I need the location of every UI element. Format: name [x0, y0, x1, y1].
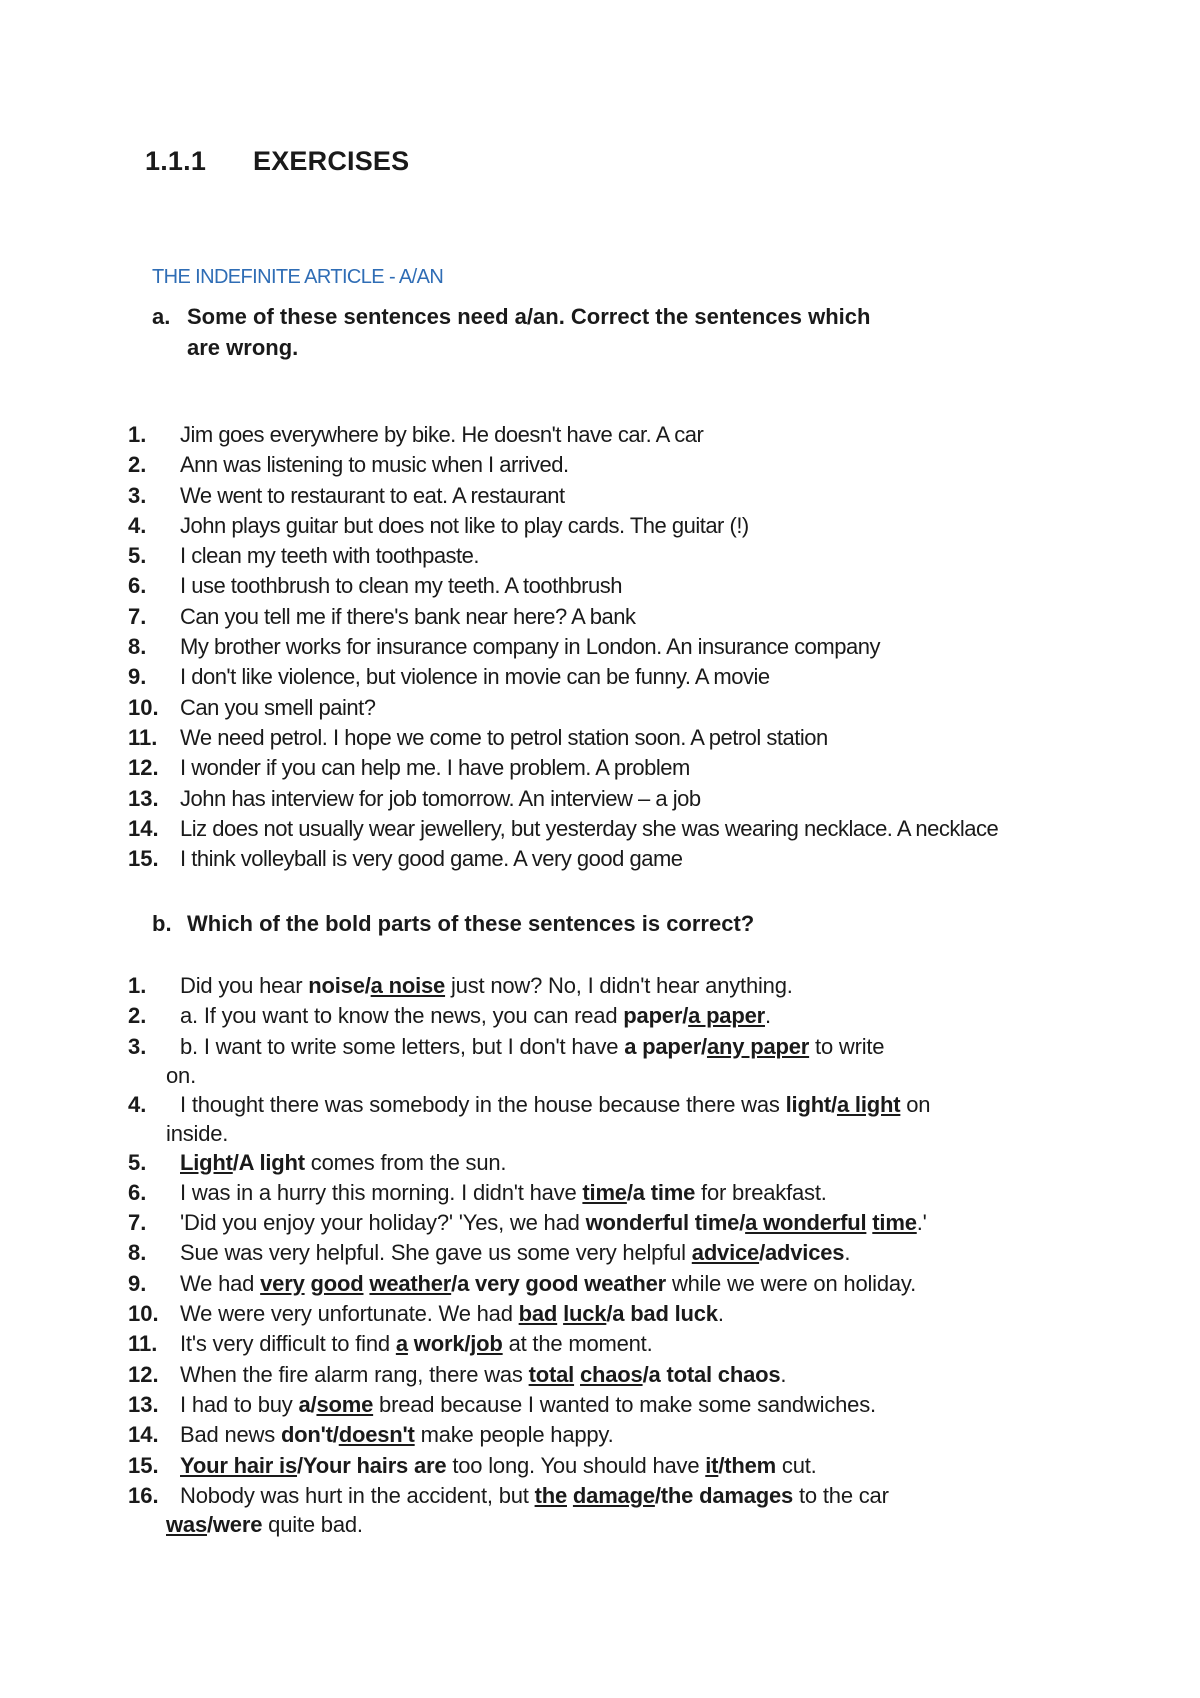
- item-number: 2.: [128, 1003, 147, 1029]
- item-number: 9.: [128, 664, 147, 690]
- item-text: Can you tell me if there's bank near here? A bank: [180, 603, 636, 629]
- item-text: [180, 1092, 930, 1117]
- exercise-b-item: [128, 1329, 930, 1359]
- item-number: 1.: [128, 422, 147, 447]
- option-correct: was: [166, 1511, 207, 1537]
- exercise-b-item: [128, 1390, 930, 1420]
- heading-number: 1.1.1: [145, 146, 207, 176]
- item-text: I clean my teeth with toothpaste.: [180, 543, 480, 569]
- sentence-text: Did you hear: [180, 973, 309, 998]
- sentence-text: .: [717, 1301, 724, 1327]
- option-bold: /the damages: [654, 1482, 794, 1508]
- option-correct: advice: [691, 1240, 760, 1266]
- sentence-text: Nobody was hurt in the accident, but: [180, 1482, 535, 1508]
- item-text: Liz does not usually wear jewellery, but yesterday she was wearing necklace. A necklace: [180, 815, 999, 841]
- item-number: 10.: [128, 1301, 159, 1327]
- exercise-b-item: [128, 971, 930, 1001]
- option-correct: a light: [836, 1091, 901, 1117]
- item-number: 3.: [128, 1033, 147, 1059]
- item-number: 15.: [128, 1452, 159, 1478]
- item-text: [180, 1362, 786, 1387]
- option-correct: time: [872, 1210, 917, 1236]
- sentence-text: to write: [809, 1033, 885, 1059]
- item-number: 13.: [128, 785, 159, 811]
- option-bold: light/: [785, 1091, 837, 1117]
- item-number: 10.: [128, 694, 159, 720]
- sentence-text: a. If you want to know the news, you can read: [180, 1003, 624, 1029]
- sentence-text: I was in a hurry this morning. I didn't have: [180, 1179, 583, 1205]
- item-number: 7.: [128, 603, 147, 629]
- option-correct: some: [316, 1391, 374, 1417]
- item-number: 9.: [128, 1270, 147, 1296]
- option-correct: Light: [180, 1149, 233, 1175]
- option-correct: any paper: [706, 1033, 810, 1059]
- option-bold: a/: [298, 1391, 317, 1417]
- exercise-a-item: [128, 632, 998, 662]
- exercise-a-item: [128, 784, 998, 814]
- heading-title: EXERCISES: [253, 146, 410, 176]
- item-text: [180, 1003, 771, 1028]
- section-b-instruction: [152, 908, 907, 939]
- option-correct: damage: [572, 1482, 655, 1508]
- item-number: 12.: [128, 755, 159, 781]
- sentence-text: cut.: [776, 1452, 817, 1478]
- option-bold: /a very good weather: [451, 1270, 667, 1296]
- item-text: [180, 1240, 850, 1265]
- exercise-a-item: [128, 450, 998, 480]
- sentence-text: make people happy.: [414, 1422, 614, 1448]
- option-correct: it: [705, 1452, 719, 1478]
- exercise-a-item: [128, 541, 998, 571]
- item-text: Can you smell paint?: [180, 694, 376, 720]
- item-text: I think volleyball is very good game. A very good game: [180, 846, 683, 872]
- sentence-text: inside.: [166, 1120, 229, 1146]
- item-text-continued: [166, 1119, 228, 1149]
- exercise-b-item: [128, 1299, 930, 1329]
- exercise-a-item: [128, 420, 998, 450]
- option-bold: /them: [718, 1452, 776, 1478]
- sentence-text: on.: [166, 1062, 196, 1088]
- exercise-a-item: [128, 511, 998, 541]
- sentence-text: too long. You should have: [446, 1452, 706, 1478]
- exercise-b-item: [128, 1001, 930, 1031]
- option-bold: don't/: [280, 1422, 339, 1448]
- sentence-text: .': [916, 1210, 927, 1236]
- item-number: 7.: [128, 1210, 147, 1236]
- section-subheading: THE INDEFINITE ARTICLE - A/AN: [152, 266, 444, 288]
- exercise-b-item: [128, 1238, 930, 1268]
- sentence-text: .: [780, 1361, 787, 1387]
- item-number: 3.: [128, 482, 147, 508]
- sentence-text: It's very difficult to find: [180, 1331, 396, 1357]
- item-text: John plays guitar but does not like to play cards. The guitar (!): [180, 512, 749, 538]
- item-text: [180, 1392, 876, 1417]
- option-correct: a paper: [688, 1003, 765, 1029]
- page-heading: [145, 146, 409, 177]
- item-text: [180, 1422, 614, 1447]
- option-correct: good: [310, 1270, 364, 1296]
- exercise-b-item: [128, 1090, 930, 1148]
- exercise-b-item: [128, 1148, 930, 1178]
- item-number: 12.: [128, 1361, 159, 1387]
- option-bold: paper/: [623, 1003, 689, 1029]
- option-correct: chaos: [580, 1361, 643, 1387]
- exercise-b-item: [128, 1032, 930, 1090]
- exercise-b-item: [128, 1420, 930, 1450]
- option-bold: /Your hairs are: [297, 1452, 447, 1478]
- sentence-text: b. I want to write some letters, but I don't have: [180, 1033, 625, 1059]
- item-number: 11.: [128, 1331, 158, 1357]
- exercise-a-item: [128, 571, 998, 601]
- item-text: Jim goes everywhere by bike. He doesn't have car. A car: [180, 422, 704, 447]
- item-text: [180, 1453, 817, 1478]
- exercise-a-item: [128, 723, 998, 753]
- option-bold: noise/: [308, 973, 371, 998]
- option-bold: /advices: [759, 1240, 845, 1266]
- option-correct: luck: [563, 1301, 607, 1327]
- option-correct: weather: [369, 1270, 452, 1296]
- item-number: 14.: [128, 1422, 159, 1448]
- item-number: 15.: [128, 846, 159, 872]
- option-correct: total: [528, 1361, 575, 1387]
- item-text: [180, 1210, 927, 1235]
- item-text: I use toothbrush to clean my teeth. A toothbrush: [180, 573, 622, 599]
- option-correct: a wonderful: [745, 1210, 867, 1236]
- item-text: My brother works for insurance company in London. An insurance company: [180, 634, 880, 660]
- item-text: [180, 1180, 827, 1205]
- item-number: 5.: [128, 543, 147, 569]
- section-a-letter: a.: [152, 304, 171, 329]
- sentence-text: on: [900, 1091, 931, 1117]
- exercise-a-item: [128, 844, 998, 874]
- item-number: 6.: [128, 1179, 147, 1205]
- item-text: I don't like violence, but violence in movie can be funny. A movie: [180, 664, 770, 690]
- sentence-text: just now? No, I didn't hear anything.: [445, 973, 793, 998]
- sentence-text: When the fire alarm rang, there was: [180, 1361, 529, 1387]
- sentence-text: Bad news: [180, 1422, 281, 1448]
- item-text: [180, 973, 793, 998]
- option-bold: /a total chaos: [642, 1361, 781, 1387]
- option-bold: work/: [407, 1331, 471, 1357]
- sentence-text: We were very unfortunate. We had: [180, 1301, 519, 1327]
- item-text: [180, 1331, 653, 1356]
- exercise-b-list: [128, 971, 930, 1539]
- sentence-text: .: [764, 1003, 771, 1029]
- exercise-b-item: [128, 1269, 930, 1299]
- item-number: 6.: [128, 573, 147, 599]
- section-b-text: Which of the bold parts of these sentences is correct?: [187, 911, 755, 936]
- option-correct: the: [534, 1482, 567, 1508]
- exercise-b-item: [128, 1451, 930, 1481]
- exercise-a-list: [128, 420, 998, 874]
- item-number: 14.: [128, 815, 159, 841]
- option-correct: doesn't: [338, 1422, 415, 1448]
- exercise-a-item: [128, 481, 998, 511]
- item-text: [180, 1271, 916, 1296]
- section-a-instruction: [152, 301, 907, 363]
- item-text: We went to restaurant to eat. A restaurant: [180, 482, 565, 508]
- option-correct: bad: [518, 1301, 558, 1327]
- sentence-text: to the car: [793, 1482, 889, 1508]
- item-number: 5.: [128, 1149, 147, 1175]
- item-text: [180, 1034, 884, 1059]
- sentence-text: We had: [180, 1270, 261, 1296]
- item-text: [180, 1483, 889, 1508]
- item-number: 13.: [128, 1391, 159, 1417]
- option-bold: a paper/: [624, 1033, 707, 1059]
- item-number: 11.: [128, 724, 158, 750]
- option-correct: a: [395, 1331, 408, 1357]
- item-number: 4.: [128, 512, 147, 538]
- exercise-a-item: [128, 753, 998, 783]
- sentence-text: while we were on holiday.: [666, 1270, 917, 1296]
- option-correct: very: [260, 1270, 305, 1296]
- option-correct: time: [582, 1179, 627, 1205]
- option-correct: a noise: [370, 973, 446, 998]
- exercise-b-item: [128, 1481, 930, 1539]
- item-number: 4.: [128, 1091, 147, 1117]
- option-bold: /A light: [232, 1149, 305, 1175]
- exercise-b-item: [128, 1208, 930, 1238]
- item-number: 8.: [128, 634, 147, 660]
- sentence-text: I thought there was somebody in the house because there was: [180, 1091, 786, 1117]
- sentence-text: 'Did you enjoy your holiday?' 'Yes, we had: [180, 1210, 586, 1236]
- section-b-letter: b.: [152, 911, 172, 936]
- item-text: We need petrol. I hope we come to petrol station soon. A petrol station: [180, 724, 828, 750]
- item-text-continued: [166, 1510, 363, 1540]
- item-text-continued: [166, 1061, 196, 1091]
- item-number: 8.: [128, 1240, 147, 1266]
- option-correct: Your hair is: [180, 1452, 297, 1478]
- sentence-text: quite bad.: [262, 1511, 363, 1537]
- sentence-text: I had to buy: [180, 1391, 299, 1417]
- option-bold: /a bad luck: [606, 1301, 718, 1327]
- item-text: [180, 1301, 724, 1326]
- sentence-text: .: [844, 1240, 851, 1266]
- item-text: Ann was listening to music when I arrived.: [180, 452, 569, 478]
- sentence-text: at the moment.: [502, 1331, 653, 1357]
- sentence-text: bread because I wanted to make some sandwiches.: [373, 1391, 876, 1417]
- sentence-text: Sue was very helpful. She gave us some very helpful: [180, 1240, 692, 1266]
- option-bold: wonderful time/: [585, 1210, 746, 1236]
- exercise-b-item: [128, 1360, 930, 1390]
- option-bold: /a time: [626, 1179, 696, 1205]
- item-text: John has interview for job tomorrow. An interview – a job: [180, 785, 701, 811]
- item-text: I wonder if you can help me. I have problem. A problem: [180, 755, 690, 781]
- option-bold: /were: [206, 1511, 263, 1537]
- exercise-a-item: [128, 693, 998, 723]
- sentence-text: for breakfast.: [695, 1179, 827, 1205]
- item-number: 1.: [128, 973, 147, 998]
- item-number: 2.: [128, 452, 147, 478]
- section-a-text: Some of these sentences need a/an. Correct the sentences which are wrong.: [187, 304, 871, 360]
- exercise-a-item: [128, 602, 998, 632]
- sentence-text: comes from the sun.: [304, 1149, 507, 1175]
- item-number: 16.: [128, 1482, 159, 1508]
- exercise-a-item: [128, 662, 998, 692]
- option-correct: job: [470, 1331, 503, 1357]
- item-text: [180, 1150, 506, 1175]
- exercise-a-item: [128, 814, 998, 844]
- exercise-b-item: [128, 1178, 930, 1208]
